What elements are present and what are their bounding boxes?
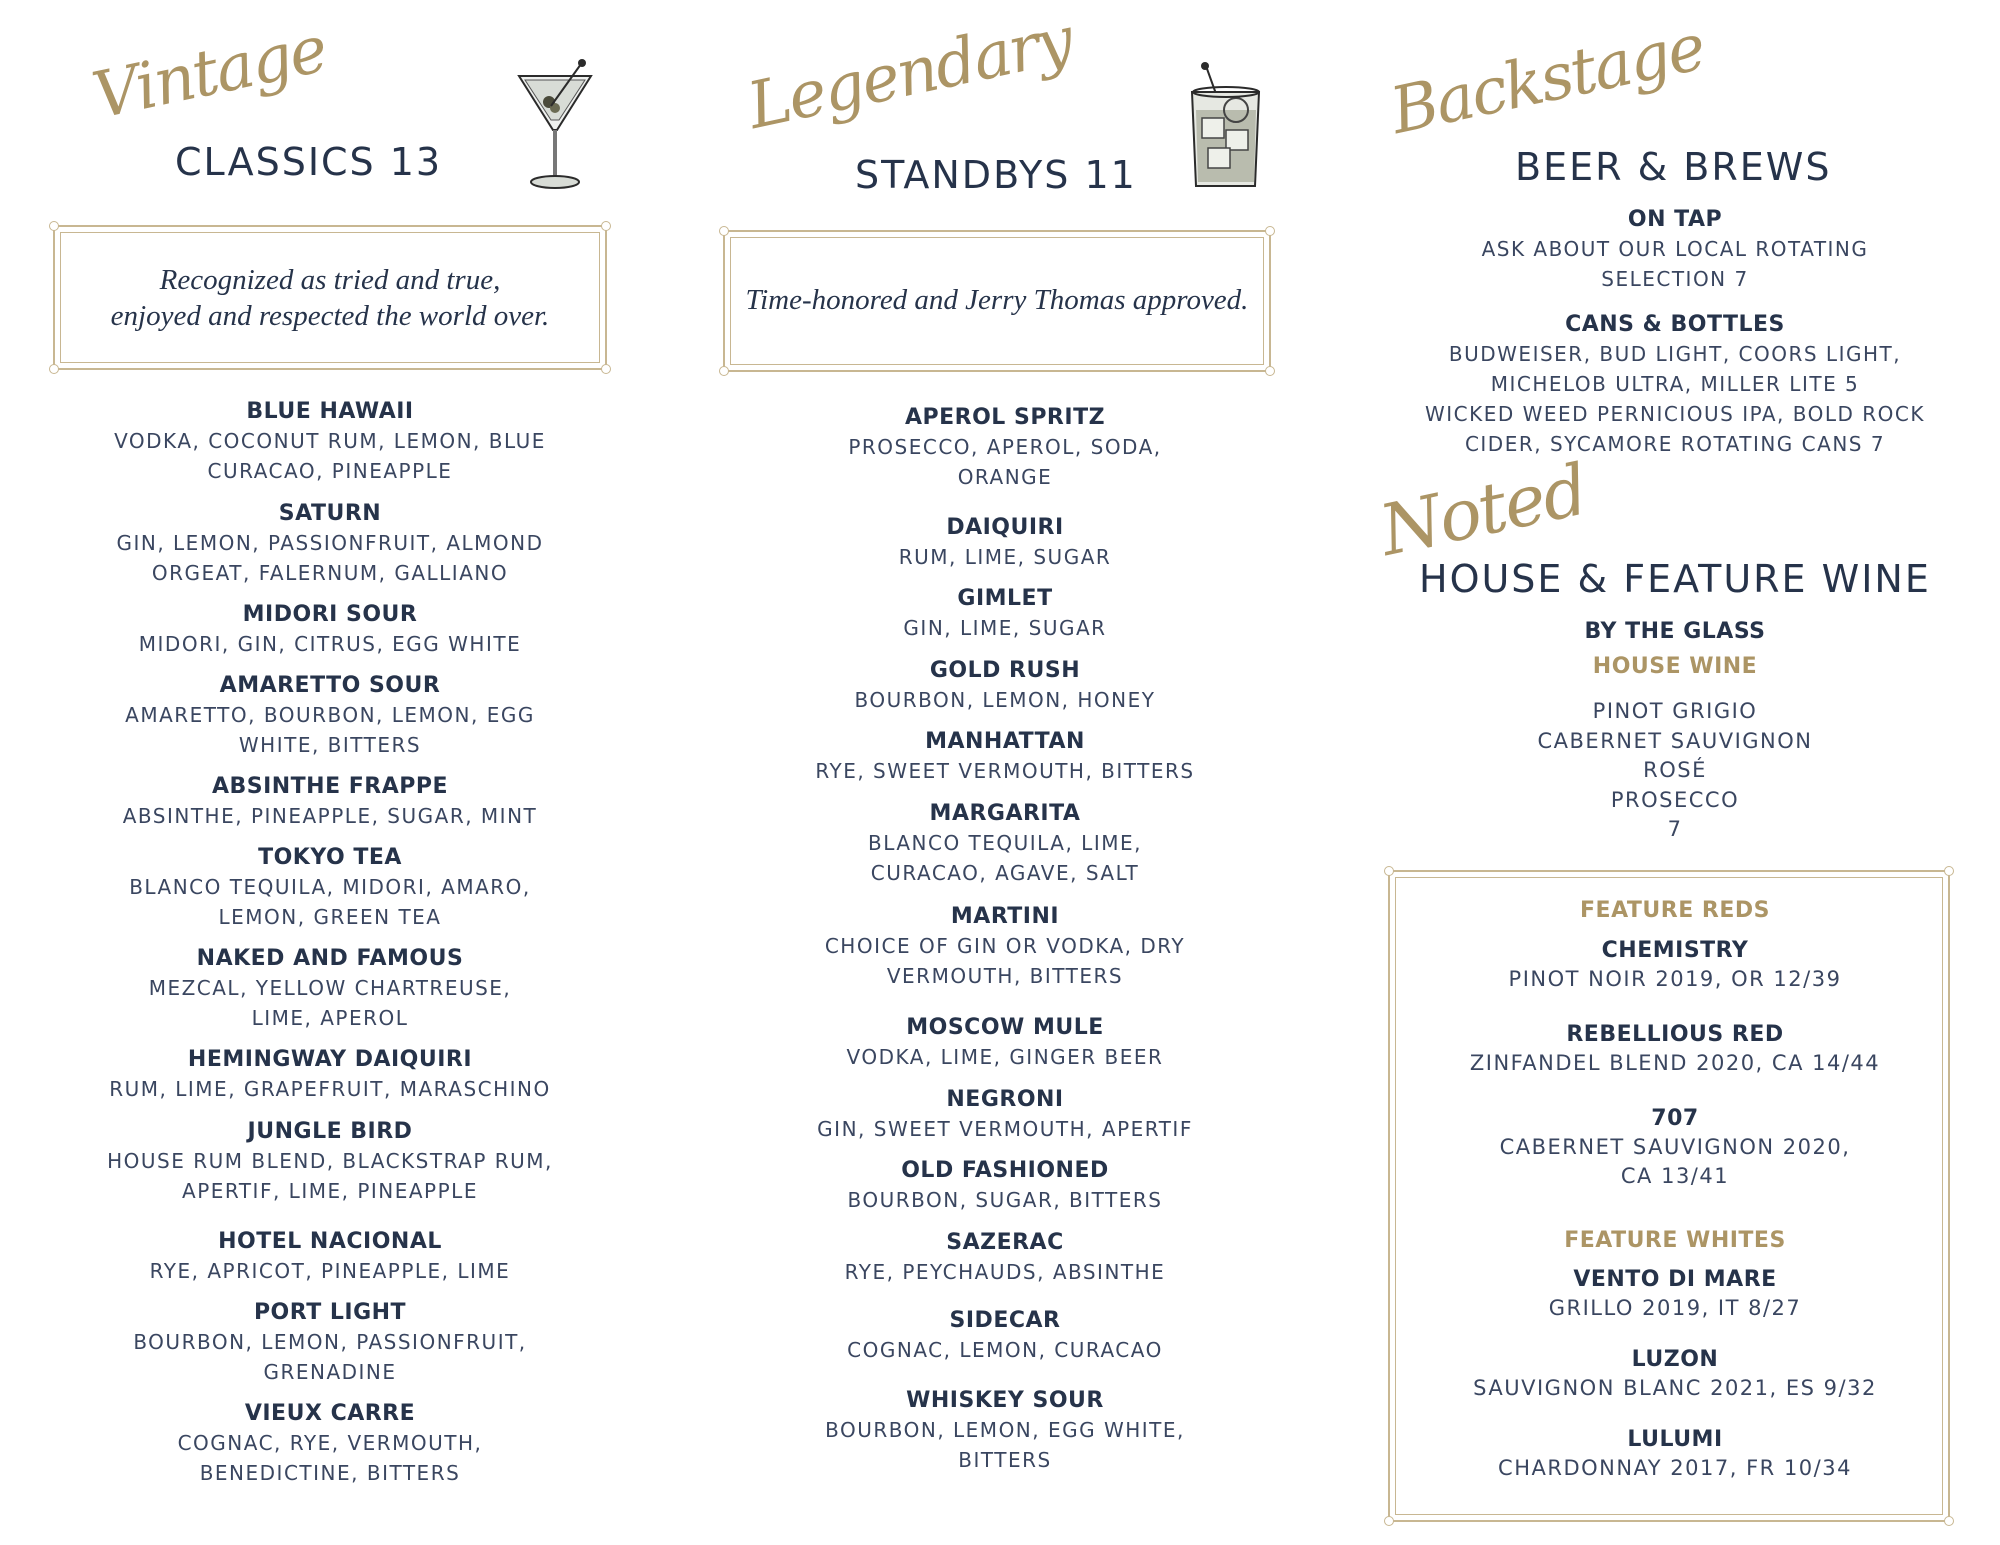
item-description: COGNAC, RYE, VERMOUTH, bbox=[177, 1431, 483, 1455]
item-description: COGNAC, LEMON, CURACAO bbox=[847, 1338, 1163, 1362]
menu-item bbox=[50, 1299, 610, 1387]
item-name: VIEUX CARRE bbox=[244, 1401, 416, 1426]
menu-item bbox=[1390, 1426, 1960, 1483]
menu-item bbox=[1390, 1105, 1960, 1191]
item-description: MIDORI, GIN, CITRUS, EGG WHITE bbox=[138, 632, 522, 656]
menu-item bbox=[50, 1046, 610, 1104]
feature-reds-label: FEATURE REDS bbox=[1580, 898, 1770, 923]
menu-item bbox=[725, 1014, 1285, 1072]
house-wine-item: PROSECCO bbox=[1610, 787, 1740, 812]
menu-item bbox=[725, 657, 1285, 715]
menu-item bbox=[725, 585, 1285, 643]
item-description: HOUSE RUM BLEND, BLACKSTRAP RUM, bbox=[107, 1149, 553, 1173]
house-wine-item: PINOT GRIGIO bbox=[1592, 699, 1758, 723]
menu-item bbox=[1390, 1346, 1960, 1403]
menu-item bbox=[50, 672, 610, 760]
standbys-quote: Time-honored and Jerry Thomas approved. bbox=[745, 284, 1249, 316]
item-name: AMARETTO SOUR bbox=[219, 673, 441, 698]
item-name: SATURN bbox=[278, 501, 382, 526]
item-description: GRENADINE bbox=[263, 1360, 397, 1384]
item-description: RYE, PEYCHAUDS, ABSINTHE bbox=[844, 1260, 1166, 1284]
house-wine-item: 7 bbox=[1667, 817, 1683, 841]
by-the-glass-label: BY THE GLASS bbox=[1584, 619, 1766, 644]
item-description: CHOICE OF GIN OR VODKA, DRY bbox=[824, 934, 1186, 958]
item-description: ZINFANDEL BLEND 2020, CA 14/44 bbox=[1469, 1051, 1881, 1075]
item-description: BOURBON, SUGAR, BITTERS bbox=[847, 1188, 1163, 1212]
quote-line: enjoyed and respected the world over. bbox=[110, 300, 550, 332]
item-description: MICHELOB ULTRA, MILLER LITE 5 bbox=[1490, 372, 1860, 396]
beer-wine-column bbox=[1372, 0, 1960, 1545]
item-name: MARTINI bbox=[950, 904, 1060, 929]
item-name: REBELLIOUS RED bbox=[1566, 1022, 1784, 1047]
item-name: ABSINTHE FRAPPE bbox=[211, 774, 449, 799]
section-script-backstage: Backstage bbox=[1384, 10, 1711, 150]
item-description: BUDWEISER, BUD LIGHT, COORS LIGHT, bbox=[1448, 342, 1902, 366]
section-heading-wine: HOUSE & FEATURE WINE bbox=[1419, 557, 1931, 601]
section-heading-beer: BEER & BREWS bbox=[1515, 145, 1832, 189]
item-description: VERMOUTH, BITTERS bbox=[886, 964, 1124, 988]
item-name: SAZERAC bbox=[946, 1230, 1064, 1255]
menu-item bbox=[50, 1400, 610, 1488]
menu-item bbox=[1390, 206, 1960, 294]
menu-item bbox=[1390, 1266, 1960, 1323]
menu-item bbox=[1390, 1021, 1960, 1078]
item-description: RUM, LIME, GRAPEFRUIT, MARASCHINO bbox=[109, 1077, 551, 1101]
item-name: MIDORI SOUR bbox=[242, 602, 418, 627]
by-the-glass-heading bbox=[1390, 618, 1960, 646]
item-description: ORANGE bbox=[957, 465, 1053, 489]
item-name: NAKED AND FAMOUS bbox=[196, 946, 464, 971]
house-wine-item: CABERNET SAUVIGNON bbox=[1537, 728, 1813, 753]
menu-item bbox=[725, 514, 1285, 572]
menu-item bbox=[50, 945, 610, 1033]
item-description: CHARDONNAY 2017, FR 10/34 bbox=[1498, 1456, 1852, 1480]
menu-item bbox=[725, 1387, 1285, 1475]
item-description: CA 13/41 bbox=[1620, 1164, 1730, 1188]
item-description: LEMON, GREEN TEA bbox=[218, 905, 442, 929]
item-name: GOLD RUSH bbox=[929, 658, 1081, 683]
item-name: MOSCOW MULE bbox=[906, 1015, 1104, 1040]
item-name: APEROL SPRITZ bbox=[904, 405, 1106, 430]
menu-item bbox=[725, 1086, 1285, 1144]
item-name: ON TAP bbox=[1627, 207, 1723, 232]
menu-item bbox=[725, 903, 1285, 991]
menu-item bbox=[50, 773, 610, 831]
item-name: TOKYO TEA bbox=[258, 845, 402, 870]
item-description: BLANCO TEQUILA, MIDORI, AMARO, bbox=[129, 875, 531, 899]
item-description: APERTIF, LIME, PINEAPPLE bbox=[182, 1179, 478, 1203]
item-description: GRILLO 2019, IT 8/27 bbox=[1548, 1296, 1802, 1320]
section-script-vintage: Vintage bbox=[86, 12, 333, 134]
item-description: BENEDICTINE, BITTERS bbox=[199, 1461, 461, 1485]
item-name: HEMINGWAY DAIQUIRI bbox=[187, 1047, 473, 1072]
menu-item bbox=[50, 844, 610, 932]
item-name: HOTEL NACIONAL bbox=[218, 1229, 442, 1254]
menu-item bbox=[1390, 311, 1960, 459]
menu-item bbox=[1390, 937, 1960, 994]
menu-item bbox=[725, 800, 1285, 888]
rocks-glass-icon bbox=[1188, 62, 1263, 192]
menu-item bbox=[725, 1307, 1285, 1365]
item-name: GIMLET bbox=[957, 586, 1053, 611]
menu-item bbox=[50, 601, 610, 659]
item-description: ORGEAT, FALERNUM, GALLIANO bbox=[151, 561, 509, 585]
item-description: BOURBON, LEMON, PASSIONFRUIT, bbox=[133, 1330, 527, 1354]
item-description: BOURBON, LEMON, EGG WHITE, bbox=[825, 1418, 1185, 1442]
item-description: CIDER, SYCAMORE ROTATING CANS 7 bbox=[1464, 432, 1886, 456]
item-description: VODKA, LIME, GINGER BEER bbox=[846, 1045, 1164, 1069]
feature-reds-heading bbox=[1390, 898, 1960, 923]
item-description: CABERNET SAUVIGNON 2020, bbox=[1499, 1135, 1851, 1159]
item-description: AMARETTO, BOURBON, LEMON, EGG bbox=[125, 703, 535, 727]
house-wine-label: HOUSE WINE bbox=[1592, 654, 1758, 679]
classics-quote bbox=[55, 262, 605, 334]
item-description: ASK ABOUT OUR LOCAL ROTATING bbox=[1481, 237, 1869, 261]
item-description: GIN, SWEET VERMOUTH, APERTIF bbox=[817, 1117, 1193, 1141]
standbys-quote-frame bbox=[723, 230, 1271, 372]
item-name: DAIQUIRI bbox=[946, 515, 1064, 540]
item-name: SIDECAR bbox=[949, 1308, 1061, 1333]
item-description: MEZCAL, YELLOW CHARTREUSE, bbox=[148, 976, 512, 1000]
classics-column bbox=[50, 0, 610, 1545]
item-name: LULUMI bbox=[1627, 1427, 1723, 1452]
item-name: 707 bbox=[1651, 1106, 1699, 1131]
house-wine-heading bbox=[1390, 654, 1960, 679]
standbys-column bbox=[725, 0, 1285, 1545]
item-description: PROSECCO, APEROL, SODA, bbox=[848, 435, 1162, 459]
item-name: CHEMISTRY bbox=[1601, 938, 1749, 963]
menu-item bbox=[50, 500, 610, 588]
quote-line: Recognized as tried and true, bbox=[159, 264, 501, 296]
item-description: GIN, LIME, SUGAR bbox=[903, 616, 1107, 640]
item-description: GIN, LEMON, PASSIONFRUIT, ALMOND bbox=[116, 531, 544, 555]
menu-item bbox=[725, 404, 1285, 492]
menu-item bbox=[50, 1228, 610, 1286]
item-name: MARGARITA bbox=[929, 801, 1081, 826]
item-description: CURACAO, PINEAPPLE bbox=[207, 459, 453, 483]
item-name: OLD FASHIONED bbox=[901, 1158, 1109, 1183]
item-name: JUNGLE BIRD bbox=[247, 1119, 413, 1144]
item-description: WICKED WEED PERNICIOUS IPA, BOLD ROCK bbox=[1424, 402, 1925, 426]
item-description: ABSINTHE, PINEAPPLE, SUGAR, MINT bbox=[122, 804, 538, 828]
menu-item bbox=[725, 1229, 1285, 1287]
menu-item bbox=[50, 1118, 610, 1206]
section-heading-classics: CLASSICS 13 bbox=[175, 140, 443, 184]
item-name: PORT LIGHT bbox=[253, 1300, 407, 1325]
menu-item bbox=[725, 1157, 1285, 1215]
section-script-legendary: Legendary bbox=[741, 3, 1079, 144]
feature-whites-label: FEATURE WHITES bbox=[1564, 1228, 1786, 1253]
item-description: RYE, APRICOT, PINEAPPLE, LIME bbox=[149, 1259, 511, 1283]
item-description: BOURBON, LEMON, HONEY bbox=[854, 688, 1156, 712]
item-name: WHISKEY SOUR bbox=[906, 1388, 1104, 1413]
item-description: BITTERS bbox=[958, 1448, 1052, 1472]
item-description: RUM, LIME, SUGAR bbox=[898, 545, 1112, 569]
item-description: LIME, APEROL bbox=[251, 1006, 409, 1030]
item-name: MANHATTAN bbox=[925, 729, 1085, 754]
item-name: LUZON bbox=[1631, 1347, 1719, 1372]
martini-glass-icon bbox=[515, 58, 595, 193]
classics-quote-frame bbox=[53, 225, 607, 370]
item-description: WHITE, BITTERS bbox=[238, 733, 422, 757]
item-description: CURACAO, AGAVE, SALT bbox=[870, 861, 1140, 885]
item-name: CANS & BOTTLES bbox=[1565, 312, 1785, 337]
item-name: VENTO DI MARE bbox=[1573, 1267, 1777, 1292]
item-description: RYE, SWEET VERMOUTH, BITTERS bbox=[815, 759, 1195, 783]
item-description: SELECTION 7 bbox=[1601, 267, 1749, 291]
menu-item bbox=[50, 398, 610, 486]
item-description: SAUVIGNON BLANC 2021, ES 9/32 bbox=[1473, 1376, 1877, 1400]
item-name: BLUE HAWAII bbox=[246, 399, 414, 424]
house-wine-item: ROSÉ bbox=[1643, 758, 1707, 782]
menu-item bbox=[725, 728, 1285, 786]
item-description: VODKA, COCONUT RUM, LEMON, BLUE bbox=[114, 429, 546, 453]
section-heading-standbys: STANDBYS 11 bbox=[855, 153, 1137, 197]
section-script-noted: Noted bbox=[1372, 448, 1594, 572]
item-description: PINOT NOIR 2019, OR 12/39 bbox=[1508, 967, 1842, 991]
item-description: BLANCO TEQUILA, LIME, bbox=[868, 831, 1142, 855]
feature-whites-heading bbox=[1390, 1228, 1960, 1253]
item-name: NEGRONI bbox=[946, 1087, 1064, 1112]
